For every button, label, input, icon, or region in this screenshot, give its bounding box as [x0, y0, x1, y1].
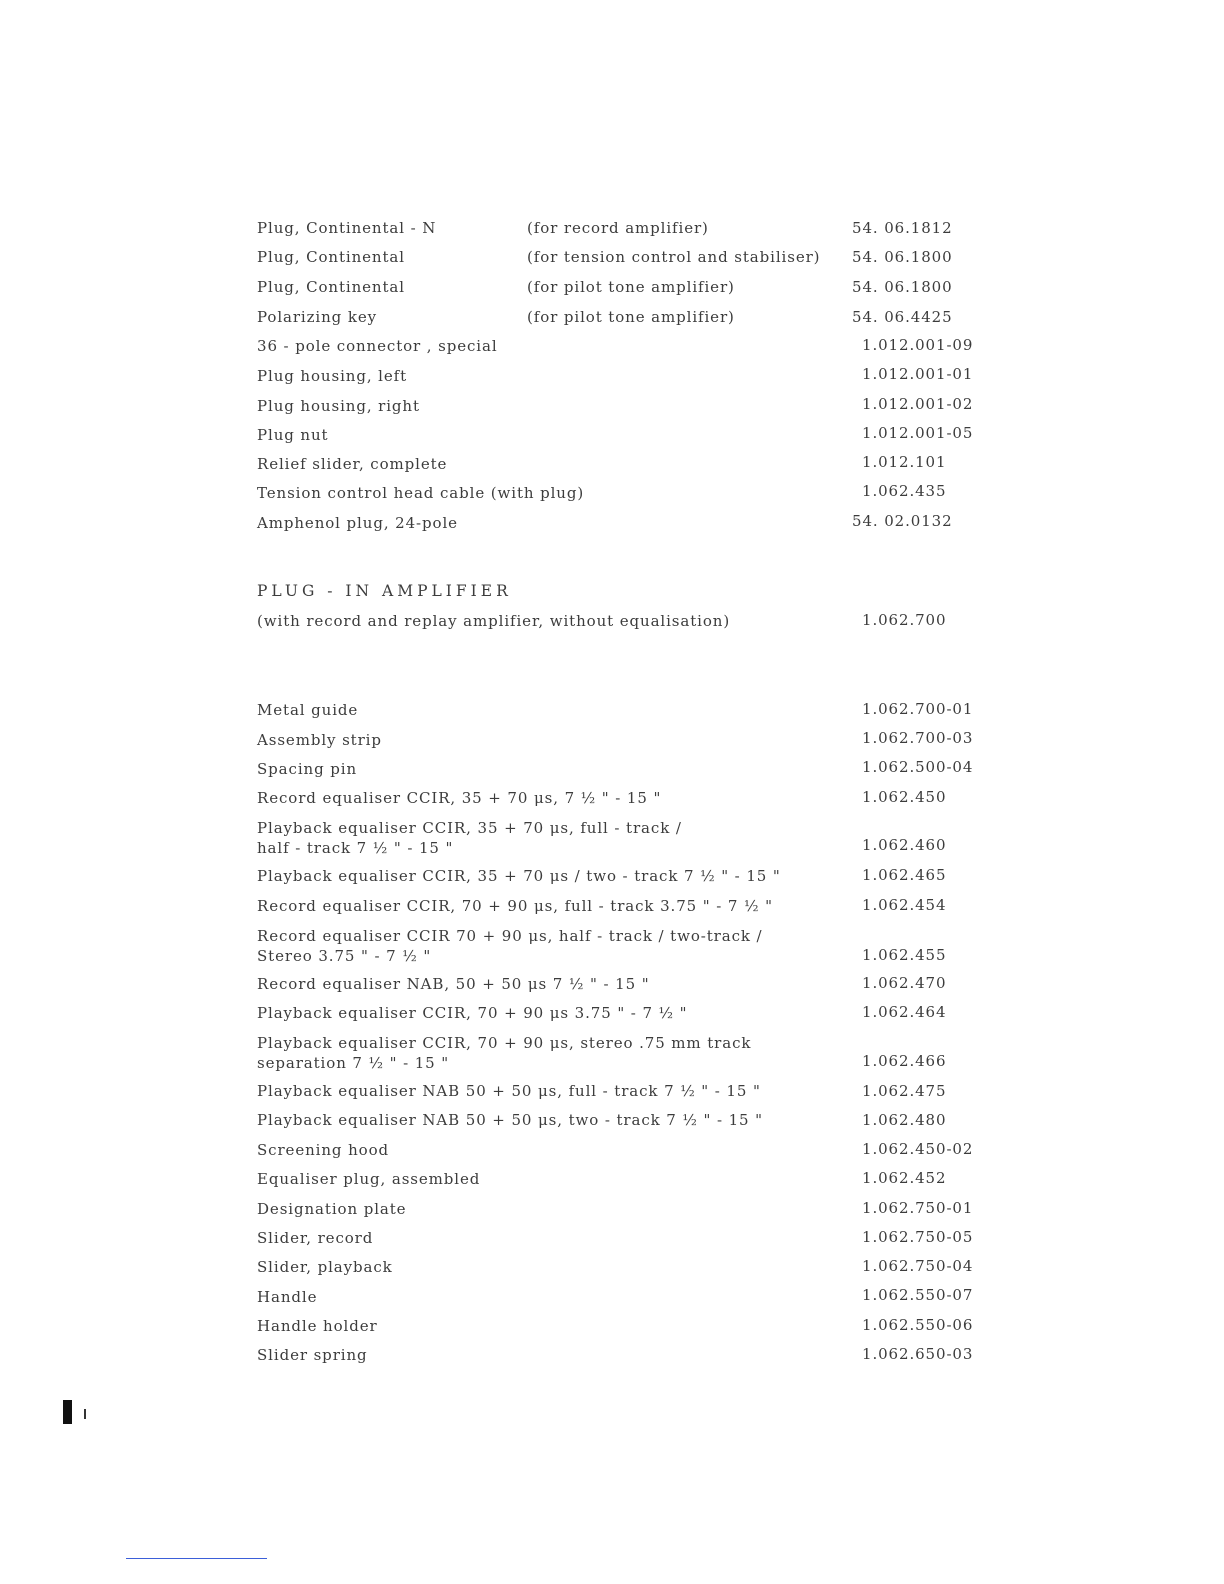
item-note: (for pilot tone amplifier) [527, 308, 735, 326]
part-number: 1.062.700 [862, 611, 947, 629]
part-number: 1.062.470 [862, 974, 947, 992]
item-description: Plug, Continental - N [257, 219, 437, 237]
part-number: 1.062.500-04 [862, 758, 974, 776]
part-number: 1.012.001-02 [862, 395, 974, 413]
item-description: Plug housing, right [257, 397, 420, 415]
item-description: Handle [257, 1288, 318, 1306]
part-number: 1.012.001-09 [862, 336, 974, 354]
item-description: Metal guide [257, 701, 359, 719]
item-description: Plug, Continental [257, 278, 405, 296]
part-number: 1.012.001-01 [862, 365, 974, 383]
item-description: (with record and replay amplifier, without equalisation) [257, 612, 731, 630]
item-note: (for record amplifier) [527, 219, 709, 237]
part-number: 1.062.435 [862, 482, 947, 500]
item-description-continued: Stereo 3.75 " - 7 ½ " [257, 947, 432, 965]
item-description-continued: half - track 7 ½ " - 15 " [257, 839, 454, 857]
part-number: 1.062.450-02 [862, 1140, 974, 1158]
item-description: Amphenol plug, 24-pole [257, 514, 458, 532]
item-description: Playback equaliser NAB 50 + 50 μs, full - track 7 ½ " - 15 " [257, 1082, 761, 1100]
part-number: 1.062.700-01 [862, 700, 974, 718]
item-description: Record equaliser CCIR, 70 + 90 μs, full - track 3.75 " - 7 ½ " [257, 897, 773, 915]
margin-mark [63, 1400, 72, 1424]
item-note: (for pilot tone amplifier) [527, 278, 735, 296]
part-number: 1.062.550-07 [862, 1286, 974, 1304]
item-description: 36 - pole connector , special [257, 337, 498, 355]
item-description: Slider, record [257, 1229, 374, 1247]
item-description: Screening hood [257, 1141, 390, 1159]
item-description: Slider, playback [257, 1258, 393, 1276]
part-number: 1.062.465 [862, 866, 947, 884]
part-number: 1.062.475 [862, 1082, 947, 1100]
item-description: Handle holder [257, 1317, 378, 1335]
item-description: Plug, Continental [257, 248, 405, 266]
item-description: Plug housing, left [257, 367, 408, 385]
item-description: Playback equaliser CCIR, 70 + 90 μs, stereo .75 mm track [257, 1034, 752, 1052]
item-description: Relief slider, complete [257, 455, 448, 473]
part-number: 1.062.454 [862, 896, 947, 914]
item-note: (for tension control and stabiliser) [527, 248, 821, 266]
item-description: Slider spring [257, 1346, 368, 1364]
part-number: 1.062.750-01 [862, 1199, 974, 1217]
item-description: Record equaliser NAB, 50 + 50 μs 7 ½ " - 15 " [257, 975, 650, 993]
item-description: Spacing pin [257, 760, 358, 778]
part-number: 54. 06.1800 [852, 248, 953, 266]
item-description-continued: separation 7 ½ " - 15 " [257, 1054, 450, 1072]
item-description: Playback equaliser CCIR, 35 + 70 μs, full - track / [257, 819, 682, 837]
section-heading: PLUG - IN AMPLIFIER [257, 582, 512, 600]
part-number: 1.062.466 [862, 1052, 947, 1070]
part-number: 1.062.464 [862, 1003, 947, 1021]
item-description: Assembly strip [257, 731, 382, 749]
item-description: Plug nut [257, 426, 329, 444]
part-number: 54. 02.0132 [852, 512, 953, 530]
part-number: 1.062.750-05 [862, 1228, 974, 1246]
item-description: Designation plate [257, 1200, 407, 1218]
item-description: Playback equaliser CCIR, 70 + 90 μs 3.75 " - 7 ½ " [257, 1004, 688, 1022]
footer-rule [126, 1558, 267, 1559]
item-description: Tension control head cable (with plug) [257, 484, 585, 502]
part-number: 1.062.750-04 [862, 1257, 974, 1275]
item-description: Polarizing key [257, 308, 377, 326]
item-description: Record equaliser CCIR 70 + 90 μs, half - track / two-track / [257, 927, 763, 945]
part-number: 1.012.001-05 [862, 424, 974, 442]
part-number: 54. 06.1800 [852, 278, 953, 296]
part-number: 1.012.101 [862, 453, 947, 471]
margin-tick [84, 1409, 86, 1419]
part-number: 1.062.550-06 [862, 1316, 974, 1334]
part-number: 1.062.700-03 [862, 729, 974, 747]
part-number: 1.062.452 [862, 1169, 947, 1187]
part-number: 1.062.460 [862, 836, 947, 854]
item-description: Playback equaliser CCIR, 35 + 70 μs / two - track 7 ½ " - 15 " [257, 867, 781, 885]
part-number: 1.062.450 [862, 788, 947, 806]
item-description: Equaliser plug, assembled [257, 1170, 481, 1188]
part-number: 1.062.650-03 [862, 1345, 974, 1363]
part-number: 1.062.480 [862, 1111, 947, 1129]
part-number: 1.062.455 [862, 946, 947, 964]
part-number: 54. 06.4425 [852, 308, 953, 326]
part-number: 54. 06.1812 [852, 219, 953, 237]
item-description: Record equaliser CCIR, 35 + 70 μs, 7 ½ " - 15 " [257, 789, 662, 807]
item-description: Playback equaliser NAB 50 + 50 μs, two - track 7 ½ " - 15 " [257, 1111, 763, 1129]
